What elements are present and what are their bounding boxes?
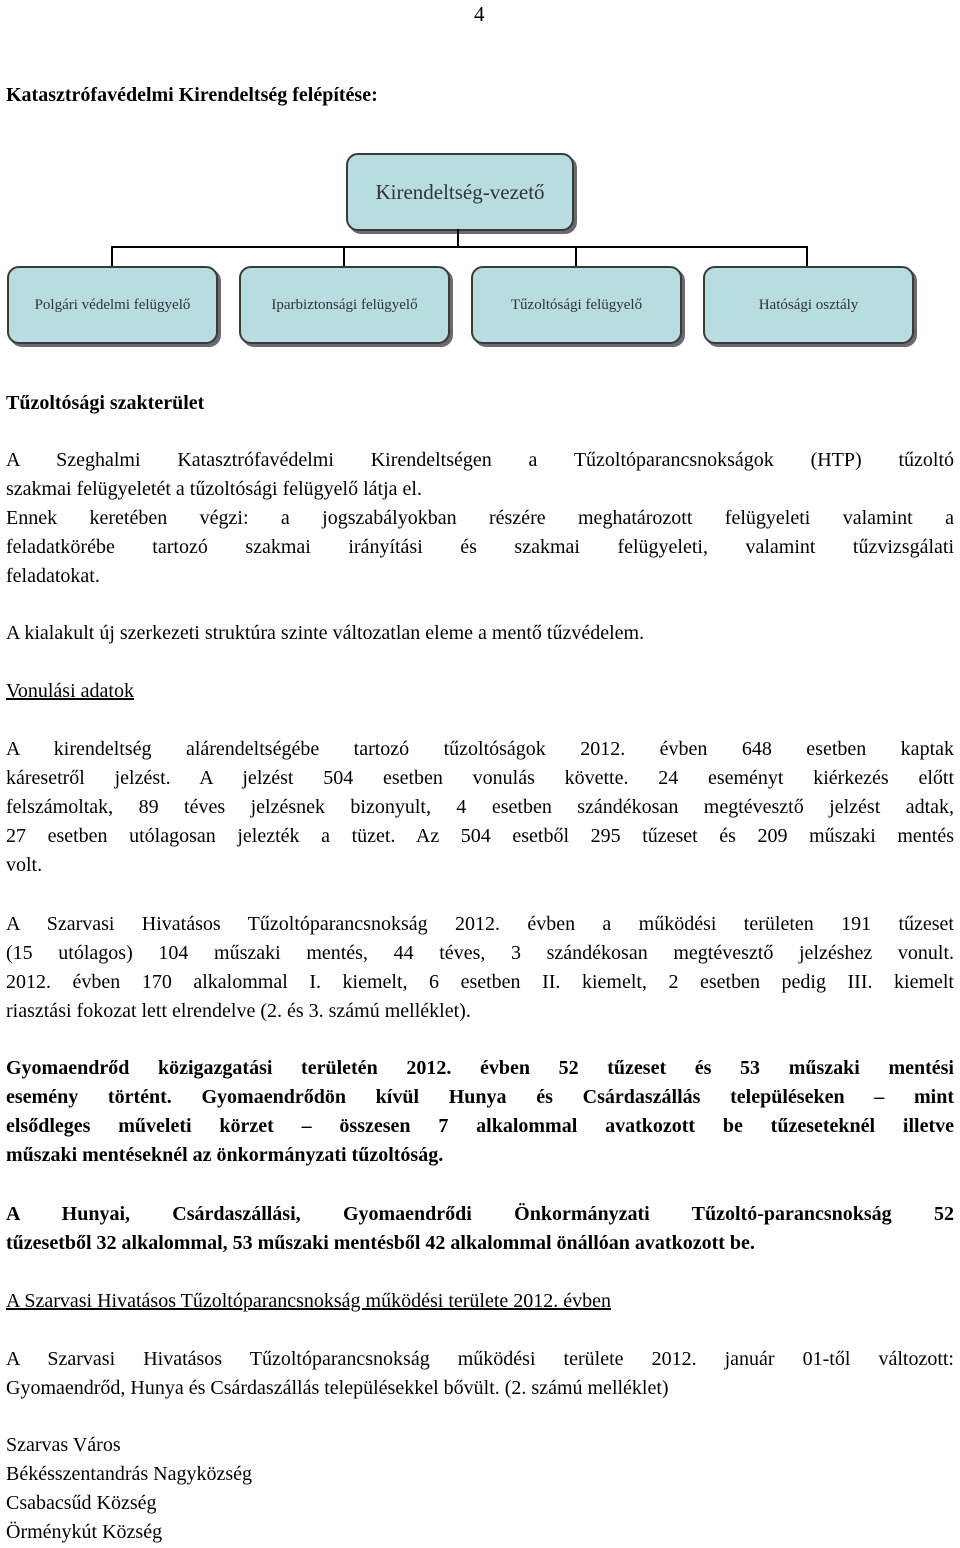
area-title: A Szarvasi Hivatásos Tűzoltóparancsnokság működési területe 2012. évben [6, 1290, 612, 1312]
text-line: feladatkörébe tartozó szakmai irányítási és szakmai felügyeleti, valamint tűzvizsgálati [6, 536, 954, 558]
text-line: A Szeghalmi Katasztrófavédelmi Kirendeltségen a Tűzoltóparancsnokságok (HTP) tűzoltó [6, 449, 954, 471]
town-list [6, 1431, 252, 1547]
text-line: 27 esetben utólagosan jelezték a tüzet. Az 504 esetből 295 tűzeset és 209 műszaki mentés [6, 825, 954, 847]
area-paragraph-1 [6, 1345, 954, 1403]
turnout-paragraph-1 [6, 735, 954, 880]
org-child-box-4: Hatósági osztály [703, 266, 914, 344]
list-item: Szarvas Város [6, 1434, 121, 1456]
org-child-box-1: Polgári védelmi felügyelő [7, 266, 218, 344]
list-item: Csabacsűd Község [6, 1492, 157, 1514]
text-line: feladatokat. [6, 565, 100, 587]
section-title: Katasztrófavédelmi Kirendeltség felépítése: [6, 84, 378, 106]
connector-drop-4 [806, 246, 808, 266]
text-line: Ennek keretében végzi: a jogszabályokban részére meghatározott felügyeleti valamint a [6, 507, 954, 529]
text-line: elsődleges műveleti körzet – összesen 7 alkalommal avatkozott be tűzeseteknél illetve [6, 1115, 954, 1137]
text-line: felszámoltak, 89 téves jelzésnek bizonyult, 4 esetben szándékosan megtévesztő jelzést adtak, [6, 796, 954, 818]
org-child-box-2: Iparbiztonsági felügyelő [239, 266, 450, 344]
list-item: Örménykút Község [6, 1521, 163, 1543]
fire-section-paragraph-1 [6, 446, 954, 591]
text-line: riasztási fokozat lett elrendelve (2. és 3. számú melléklet). [6, 1000, 471, 1022]
turnout-paragraph-4 [6, 1200, 954, 1258]
connector-root-down [457, 229, 459, 247]
turnout-paragraph-2 [6, 910, 954, 1026]
text-line: Gyomaendrőd, Hunya és Csárdaszállás településekkel bővült. (2. számú melléklet) [6, 1377, 669, 1399]
fire-section-paragraph-2: A kialakult új szerkezeti struktúra szinte változatlan eleme a mentő tűzvédelem. [6, 622, 645, 644]
connector-drop-1 [111, 246, 113, 266]
page-number: 4 [474, 2, 485, 26]
text-line: esemény történt. Gyomaendrődön kívül Hunya és Csárdaszállás településeken – mint [6, 1086, 954, 1108]
text-line: tűzesetből 32 alkalommal, 53 műszaki mentésből 42 alkalommal önállóan avatkozott be. [6, 1232, 755, 1254]
text-line: A kirendeltség alárendeltségébe tartozó tűzoltóságok 2012. évben 648 esetben kaptak [6, 738, 954, 760]
org-root-box: Kirendeltség-vezető [346, 153, 574, 231]
connector-drop-2 [343, 246, 345, 266]
turnout-title: Vonulási adatok [6, 680, 134, 702]
text-line: műszaki mentéseknél az önkormányzati tűzoltóság. [6, 1144, 444, 1166]
text-line: A Szarvasi Hivatásos Tűzoltóparancsnokság működési területe 2012. január 01-től változott: [6, 1348, 954, 1370]
connector-drop-3 [575, 246, 577, 266]
text-line: szakmai felügyeletét a tűzoltósági felügyelő látja el. [6, 478, 422, 500]
text-line: (15 utólagos) 104 műszaki mentés, 44 téves, 3 szándékosan megtévesztő jelzéshez vonult. [6, 942, 954, 964]
text-line: volt. [6, 854, 43, 876]
text-line: káresetről jelzést. A jelzést 504 esetben vonulás követte. 24 eseményt kiérkezés előtt [6, 767, 954, 789]
org-child-box-3: Tűzoltósági felügyelő [471, 266, 682, 344]
text-line: A Szarvasi Hivatásos Tűzoltóparancsnokság 2012. évben a működési területen 191 tűzeset [6, 913, 954, 935]
text-line: Gyomaendrőd közigazgatási területén 2012. évben 52 tűzeset és 53 műszaki mentési [6, 1057, 954, 1079]
list-item: Békésszentandrás Nagyközség [6, 1463, 253, 1485]
text-line: A Hunyai, Csárdaszállási, Gyomaendrődi Önkormányzati Tűzoltó-parancsnokság 52 [6, 1203, 954, 1225]
text-line: 2012. évben 170 alkalommal I. kiemelt, 6 esetben II. kiemelt, 2 esetben pedig III. kiemelt [6, 971, 954, 993]
fire-section-title: Tűzoltósági szakterület [6, 392, 205, 414]
connector-horizontal [111, 246, 808, 248]
turnout-paragraph-3 [6, 1054, 954, 1170]
